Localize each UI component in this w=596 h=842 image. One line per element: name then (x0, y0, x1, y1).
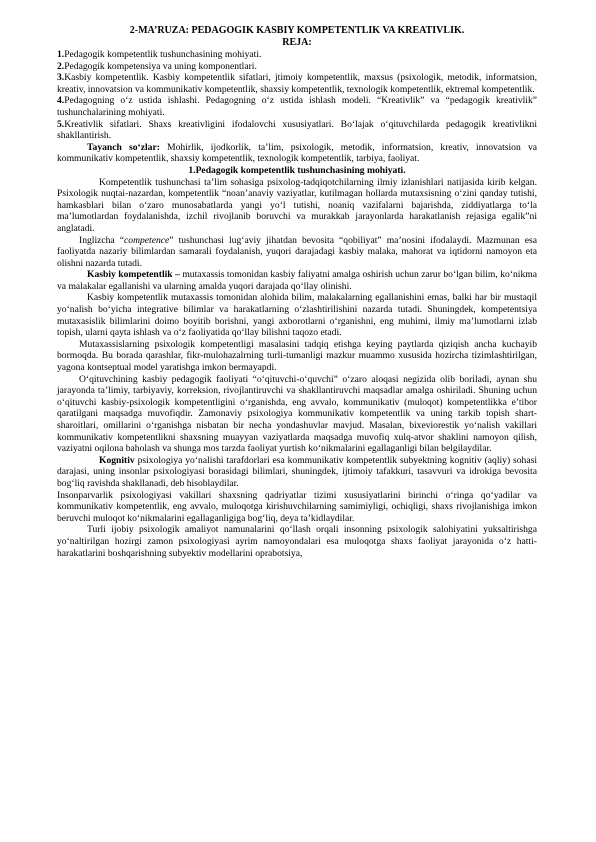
section-heading: 1.Pedagogik kompetentlik tushunchasining mohiyati. (188, 164, 406, 176)
keywords-text: Mohirlik, ijodkorlik, ta’lim, psixologik, metodik, informatsion, kreativ, innovatsion va kommunikativ kompetentlik, shaxsiy kompetentlik, texnologik kompetentlik, tarbiya, faoliyat. (57, 141, 537, 165)
paragraph-2: Inglizcha “competence” tushunchasi lug‘aviy jihatdan bevosita “qobiliyat” ma’nosini ifodalaydi. Mazmunan esa faoliyatda nazariy bilimlardan samarali foydalanish, yuqori darajadagi kasbiy malaka, mahorat va iqtidorni namoyon eta olishni nazarda tutadi. (57, 234, 537, 269)
plan-item: 1.Pedagogik kompetentlik tushunchasining mohiyati. (57, 49, 262, 60)
plan-item: 2.Pedagogik kompetensiya va uning komponentlari. (57, 60, 257, 72)
keywords-label: Tayanch so‘zlar: (87, 141, 160, 153)
paragraph-5: Mutaxassislarning psixologik kompetentligi masalasini tadqiq etishga keying paytlarda qiziqish ancha kuchayib bormoqda. Bu borada qarashlar, fikr-mulohazalrning turli-tumanligi mazkur muammo xususida hozircha tizimlashtirilgan, yagona kontseptual model yaratishga imkon bermayapdi. (57, 338, 537, 374)
lecture-title: 2-MA’RUZA: PEDAGOGIK KASBIY KOMPETENTLIK VA KREATIVLIK. (129, 25, 465, 36)
plan-item: 5.Kreativlik sifatlari. Shaxs kreativligini ifodalovchi xususiyatlari. Bo‘lajak o‘qituvchilarda pedagogik kreativlikni shakllantirish. (57, 118, 537, 142)
paragraph-1: Kompetentlik tushunchasi ta’lim sohasiga psixolog-tadqiqotchilarning ilmiy izlanishlari natijasida kirib kelgan. Psixologik nuqtai-nazardan, kompetentlik “noan’anaviy vaziyatlar, kutilmagan hollarda mutaxsisning o‘zini qanday tutishi, hamkasblari bilan o‘zaro munosabatlarda yangi yo‘l tutishi, noaniq vazifalarni bajarishda, ziddiyatlarga to‘la ma’lumotlardan foydalanishda, izchil rivojlanib boruvchi va murakkab jarayonlarda harakatlanish rejasiga egalik”ni anglatadi. (57, 176, 537, 234)
paragraph-7: Kognitiv psixologiya yo‘nalishi tarafdorlari esa kommunikativ kompetentlik subyektning kognitiv (aqliy) sohasi darajasi, uning insonlar psixologiyasi borasidagi bilimlari, shuningdek, ijtimoiy tafakkuri, tasavvuri va idrokiga bevosita bog‘liq ravishda shakllanadi, deb hisoblaydilar. (57, 454, 537, 489)
plan-item: 4.Pedagogning o‘z ustida ishlashi. Pedagogning o‘z ustida ishlash modeli. “Kreativlik” va “pedagogik kreativlik” tushunchalarining mohiyati. (57, 95, 537, 118)
paragraph-4: Kasbiy kompetentlik mutaxassis tomonidan alohida bilim, malakalarning egallanishini emas, balki har bir mustaqil yo‘nalish bo‘yicha integrative bilimlar va harakatlarning o‘zlashtirilishini nazarda tutadi. Shuningdek, kompetentsiya mutaxasislik bilimlarini doimo boyitib borishni, yangi axborotlarni o‘rganishni, eng muhimi, ilmiy ma’lumotlarni izlab topish, ularni qayta ishlash va o‘z faoliyatida qo‘llay bilishni taqozo etadi. (57, 292, 537, 339)
paragraph-6: O‘qituvchining kasbiy pedagogik faoliyati “o‘qituvchi-o‘quvchi” o‘zaro aloqasi negizida olib boriladi, aynan shu jarayonda ta’limiy, tarbiyaviy, korreksion, rivojlantiruvchi va shakllantiruvchi maqsadlar amalga oshiriladi. Shuning uchun o‘qituvchi kasbiy-psixologik kompetentligini o‘rganishda, eng avvalo, kommunikativ (muloqot) kompetentlikka e’tibor qaratilgani maqsadga muvofiqdir. Zamonaviy psixologiya kommunikativ kompetentlik va uning tarkib topish shart-sharoitlari, omillarini o‘rganishga nisbatan bir necha yondashuvlar mavjud. Masalan, bixeviorestik yo‘nalish vakillari kommunikativ kompetentlikni shaxsning muayyan vaziyatlarda maqsadga muvofiq xulq-atvor shaklini namoyon qilish, vaziyatni oqilona baholash va shunga mos tarzda faoliyat yurtish ko‘nikmalarini egallaganligi bilan belgilaydilar. (57, 373, 537, 455)
paragraph-9: Turli ijobiy psixologik amaliyot namunalarini qo‘llash orqali insonning psixologik salohiyatini yuksaltirishga yo‘naltirilgan hozirgi zamon psixologiyasi ayrim namoyondalari esa muloqotga shaxs faoliyat jarayonida o‘z hatti-harakatlarini boshqarishning subyektiv modellarini oprabotsiya, (57, 524, 537, 559)
paragraph-8: Insonparvarlik psixologiyasi vakillari shaxsning qadriyatlar tizimi xususiyatlarini birinchi o‘ringa qo‘yadilar va kommunikativ kompetentlik, eng avvalo, muloqotga kirishuvchilarning samimiyligi, ochiqligi, shaxs rivojlanishiga imkon beruvchi muloqot ko‘nikmalarini egallaganligiga bog‘liq, deya ta’kidlaydilar. (57, 489, 537, 524)
plan-list (57, 49, 537, 142)
plan-item: 3.Kasbiy kompetentlik. Kasbiy kompetentlik sifatlari, jtimoiy kompetentlik, maxsus (psixologik, metodik, informatsion, kreativ, innovatsion va kommunikativ kompetentlik, shaxsiy kompetentlik, texnologik kompetentlik, ektremal kompetentlik. (57, 72, 537, 95)
document-page (57, 25, 537, 559)
paragraph-3: Kasbiy kompetentlik – mutaxassis tomonidan kasbiy faliyatni amalga oshirish uchun zarur bo‘lgan bilim, ko‘nikma va malakalar egallanishi va ularning amalda yuqori darajada qo‘llay olinishi. (57, 269, 537, 292)
plan-label: REJA: (282, 37, 312, 48)
keywords-paragraph (57, 142, 537, 165)
